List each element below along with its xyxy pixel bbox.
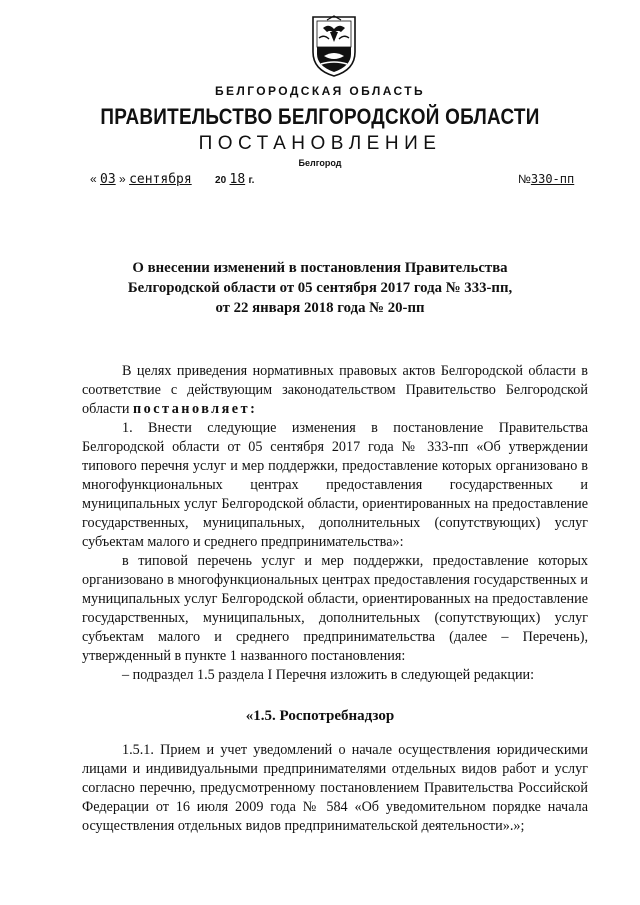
city-name: Белгород [298,158,342,168]
title-line: О внесении изменений в постановления Правительства [132,260,508,276]
date-open-quote: « [90,172,97,186]
body-paragraph: в типовой перечень услуг и мер поддержки, предоставление которых организовано в многофункциональных центрах предоставления государственных и муниципальных услуг Белгородской области, ориентированных на предоставление государственных, муниципальных, дополнительных (сопутствующих) услуг субъектам малого и среднего предпринимательства (далее – Перечень), утвержденный в пункте 1 названного постановления: [82,553,588,664]
date-year-prefix: 20 [215,175,227,186]
section-heading: «1.5. Роспотребнадзор [245,708,395,724]
section-paragraph: 1.5.1. Прием и учет уведомлений о начале осуществления юридическими лицами и индивидуальными предпринимателями отдельных видов работ и услуг согласно перечню, предусмотренному постановлением Правительства Российской Федерации от 16 июля 2009 года № 584 «Об уведомительном порядке начала осуществления отдельных видов предпринимательской деятельности».»; [82,742,588,834]
date-year-suffix: 18 [229,172,246,187]
preamble-paragraph [82,362,588,419]
decree-number [518,172,574,186]
coat-of-arms-icon [309,14,359,78]
title-line: Белгородской области от 05 сентября 2017 года № 333-пп, [127,280,513,296]
number-sign: № [518,172,531,186]
title-line: от 22 января 2018 года № 20-пп [215,300,425,316]
number-value: 330-пп [530,172,575,186]
preamble-text: В целях приведения нормативных правовых актов Белгородской области в соответствие с действующим законодательством Правительство Белгородской области [82,363,588,417]
document-title [0,258,640,318]
resolves-word: постановляет: [132,401,258,417]
decree-date [90,172,254,187]
date-day: 03 [100,172,116,187]
section-body [82,741,588,836]
document-body [82,362,588,685]
government-name: ПРАВИТЕЛЬСТВО БЕЛГОРОДСКОЙ ОБЛАСТИ [100,104,540,129]
document-type: ПОСТАНОВЛЕНИЕ [198,133,442,154]
body-paragraph: 1. Внести следующие изменения в постановление Правительства Белгородской области от 05 сентября 2017 года № 333-пп «Об утверждении типового перечня услуг и мер поддержки, предоставление которых организовано в многофункциональных центрах предоставления государственных и муниципальных услуг Белгородской области, ориентированных на предоставление государственных, муниципальных, дополнительных (сопутствующих) услуг субъектам малого и среднего предпринимательства»: [82,420,588,550]
date-close-quote: » [119,172,126,186]
date-year-abbr: г. [248,175,255,186]
date-month: сентября [129,172,192,187]
region-name: БЕЛГОРОДСКАЯ ОБЛАСТЬ [215,84,425,98]
body-paragraph: – подраздел 1.5 раздела I Перечня изложить в следующей редакции: [122,667,535,683]
